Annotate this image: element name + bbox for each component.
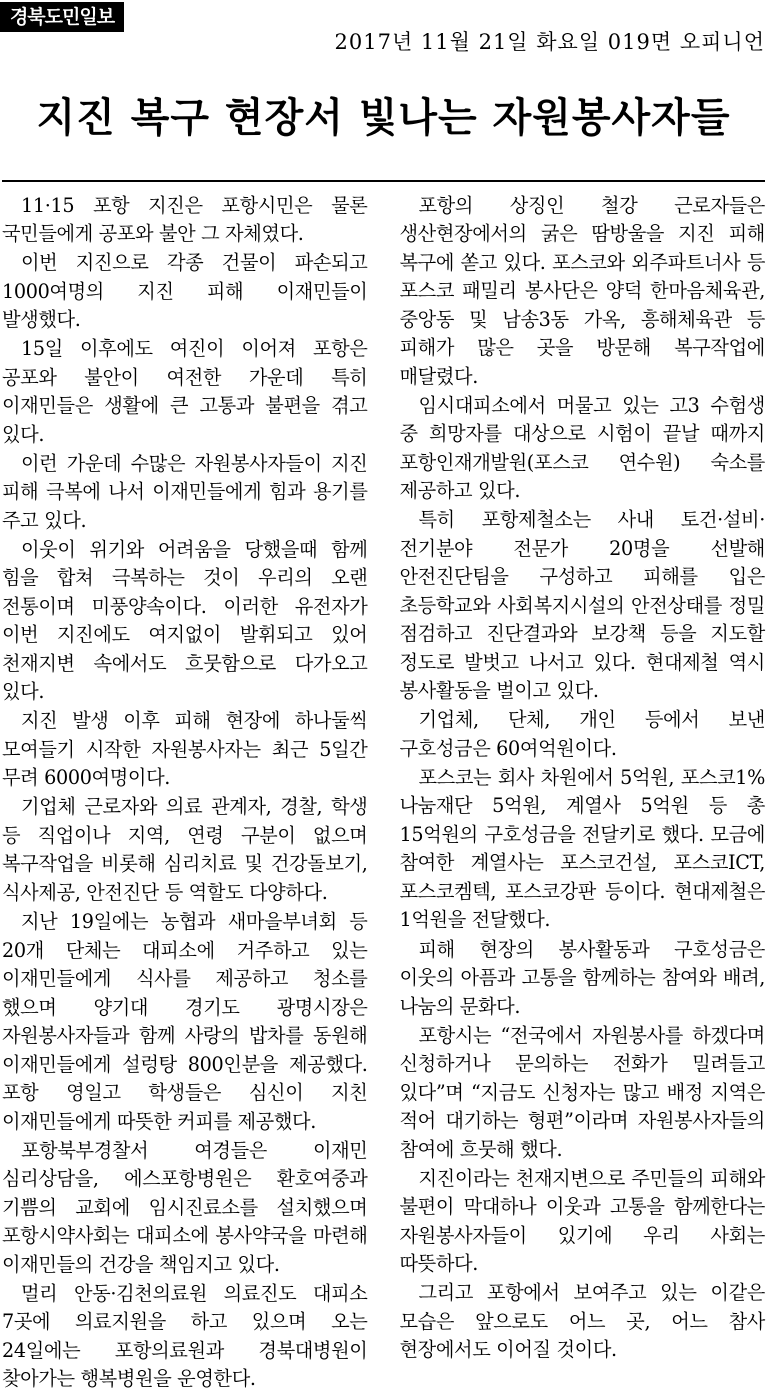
- right-column: [384, 192, 766, 1394]
- paragraph: 포항북부경찰서 여경들은 이재민 심리상담을, 에스포항병원은 환호여중과 기쁨의 교회에 임시진료소를 설치했으며 포항시약사회는 대피소에 봉사약국을 마련해 이재민들의 건강을 책임지고 있다.: [2, 1138, 368, 1276]
- paragraph: 특히 포항제철소는 사내 토건·설비·전기분야 전문가 20명을 선발해 안전진단팀을 구성하고 피해를 입은 초등학교와 사회복지시설의 안전상태를 정밀 점검하고 진단결과와 보강책 등을 지도할 정도로 발벗고 나서고 있다. 현대제철 역시 봉사활동을 벌이고 있다.: [399, 508, 765, 703]
- paragraph: 그리고 포항에서 보여주고 있는 이같은 모습은 앞으로도 어느 곳, 어느 참사 현장에서도 이어질 것이다.: [399, 1281, 765, 1362]
- paragraph: 임시대피소에서 머물고 있는 고3 수험생 중 희망자를 대상으로 시험이 끝날 때까지 포항인재개발원(포스코 연수원) 숙소를 제공하고 있다.: [399, 393, 765, 503]
- paragraph: 11·15 포항 지진은 포항시민은 물론 국민들에게 공포와 불안 그 자체였다.: [2, 193, 368, 246]
- newspaper-logo: 경북도민일보: [0, 2, 124, 32]
- paragraph: 포항시는 “전국에서 자원봉사를 하겠다며 신청하거나 문의하는 전화가 밀려들고 있다”며 “지금도 신청자는 많고 배정 지역은 적어 대기하는 형편”이라며 자원봉사자들의 참여에 흐뭇해 했다.: [399, 1023, 765, 1161]
- paragraph: 기업체 근로자와 의료 관계자, 경찰, 학생 등 직업이나 지역, 연령 구분이 없으며 복구작업을 비롯해 심리치료 및 건강돌보기, 식사제공, 안전진단 등 역할도 다양하다.: [2, 795, 368, 904]
- paragraph: 멀리 안동·김천의료원 의료진도 대피소 7곳에 의료지원을 하고 있으며 오는 24일에는 포항의료원과 경북대병원이 찾아가는 행복병원을 운영한다.: [2, 1281, 368, 1391]
- dateline: 2017년 11월 21일 화요일 019면 오피니언: [334, 30, 765, 54]
- left-column: [2, 192, 384, 1394]
- masthead: [0, 0, 767, 62]
- headline-container: [0, 62, 767, 172]
- paragraph: 기업체, 단체, 개인 등에서 보낸 구호성금은 60여억원이다.: [399, 708, 765, 760]
- paragraph: 지진 발생 이후 피해 현장에 하나둘씩 모여들기 시작한 자원봉사자는 최근 5일간 무려 6000여명이다.: [2, 709, 368, 790]
- paragraph: 포스코는 회사 차원에서 5억원, 포스코1% 나눔재단 5억원, 계열사 5억원 등 총 15억원의 구호성금을 전달키로 했다. 모금에 참여한 계열사는 포스코건설, 포스코ICT, 포스코켐텍, 포스코강판 등이다. 현대제철은 1억원을 전달했다.: [399, 765, 765, 932]
- article-headline: 지진 복구 현장서 빛나는 자원봉사자들: [36, 94, 731, 141]
- article-body: [0, 182, 767, 1394]
- paragraph: 지난 19일에는 농협과 새마을부녀회 등 20개 단체는 대피소에 거주하고 있는 이재민들에게 식사를 제공하고 청소를 했으며 양기대 경기도 광명시장은 자원봉사자들과 함께 사랑의 밥차를 동원해 이재민들에게 설렁탕 800인분을 제공했다. 포항 영일고 학생들은 심신이 지친 이재민들에게 따뜻한 커피를 제공했다.: [2, 909, 368, 1133]
- paragraph: 이번 지진으로 각종 건물이 파손되고 1000여명의 지진 피해 이재민들이 발생했다.: [2, 251, 368, 332]
- paragraph: 피해 현장의 봉사활동과 구호성금은 이웃의 아픔과 고통을 함께하는 참여와 배려, 나눔의 문화다.: [399, 937, 765, 1018]
- paragraph: 포항의 상징인 철강 근로자들은 생산현장에서의 굵은 땀방울을 지진 피해 복구에 쏟고 있다. 포스코와 외주파트너사 등 포스코 패밀리 봉사단은 양덕 한마음체육관, 중앙동 및 남송3동 가옥, 흥해체육관 등 피해가 많은 곳을 방문해 복구작업에 매달렸다.: [399, 193, 765, 388]
- paragraph: 지진이라는 천재지변으로 주민들의 피해와 불편이 막대하나 이웃과 고통을 함께한다는 자원봉사자들이 있기에 우리 사회는 따뜻하다.: [399, 1166, 765, 1276]
- paragraph: 15일 이후에도 여진이 이어져 포항은 공포와 불안이 여전한 가운데 특히 이재민들은 생활에 큰 고통과 불편을 겪고 있다.: [2, 337, 368, 446]
- paragraph: 이웃이 위기와 어려움을 당했을때 함께 힘을 합쳐 극복하는 것이 우리의 오랜 전통이며 미풍양속이다. 이러한 유전자가 이번 지진에도 여지없이 발휘되고 있어 천재지변 속에서도 흐뭇함으로 다가오고 있다.: [2, 537, 368, 704]
- paragraph: 이런 가운데 수많은 자원봉사자들이 지진 피해 극복에 나서 이재민들에게 힘과 용기를 주고 있다.: [2, 451, 368, 532]
